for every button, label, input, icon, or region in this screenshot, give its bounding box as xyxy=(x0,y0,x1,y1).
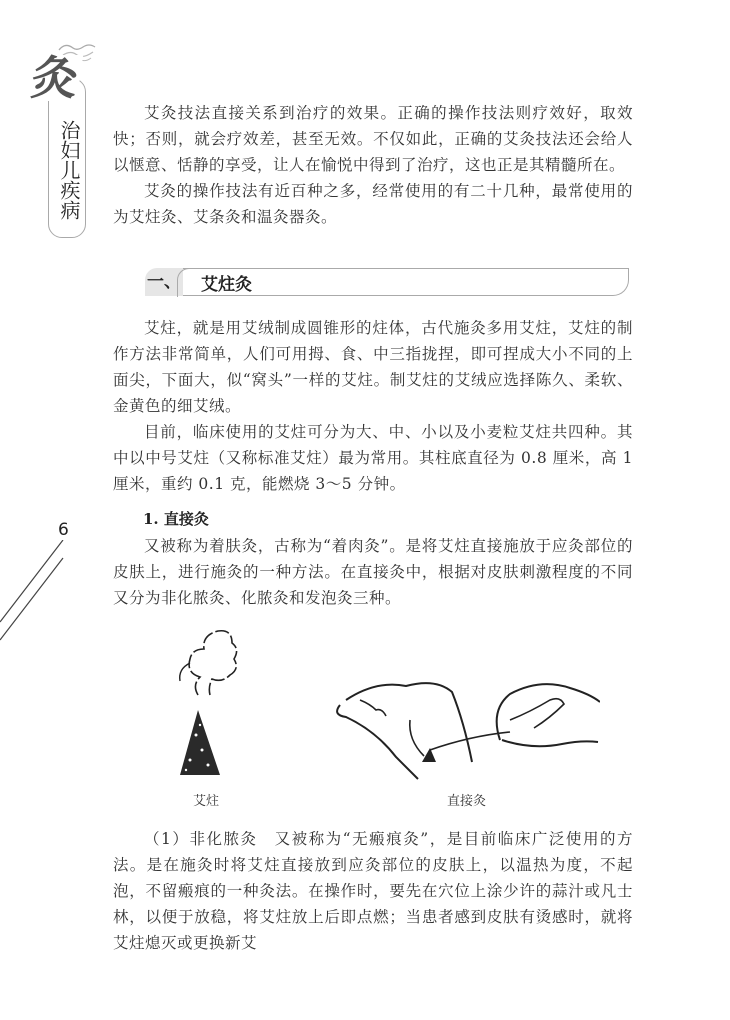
subsection-paragraph: 又被称为着肤灸，古称为“着肉灸”。是将艾炷直接施放于应灸部位的皮肤上，进行施灸的一种方法。在直接灸中，根据对皮肤刺激程度的不同又分为非化脓灸、化脓灸和发泡灸三种。 xyxy=(113,537,633,607)
section-paragraph-2: 目前，临床使用的艾炷可分为大、中、小以及小麦粒艾炷共四种。其中以中号艾炷（又称标准艾炷）最为常用。其柱底直径为 0.8 厘米，高 1 厘米，重约 0.1 克，能燃烧 3～5 分钟。 xyxy=(113,423,633,493)
moxa-cone-icon xyxy=(160,625,250,785)
subsection xyxy=(113,508,633,611)
page-number: 6 xyxy=(58,520,69,540)
running-title-text: 治妇儿疾病 xyxy=(57,120,81,220)
intro-text xyxy=(113,100,633,230)
running-title-big-char: 灸 xyxy=(28,51,82,105)
figure-caption-direct-moxibustion: 直接灸 xyxy=(447,794,487,809)
intro-paragraph-2: 艾灸的操作技法有近百种之多，经常使用的有二十几种，最常使用的为艾炷灸、艾条灸和温灸器灸。 xyxy=(113,182,633,226)
intro-paragraph-1: 艾灸技法直接关系到治疗的效果。正确的操作技法则疗效好，取效快；否则，就会疗效差，甚至无效。不仅如此，正确的艾灸技法还会给人以惬意、恬静的享受，让人在愉悦中得到了治疗，这也正是其精髓所在。 xyxy=(113,104,633,174)
final-paragraph: （1）非化脓灸 又被称为“无瘢痕灸”，是目前临床广泛使用的方法。是在施灸时将艾炷直接放到应灸部位的皮肤上，以温热为度，不起泡，不留瘢痕的一种灸法。在操作时，要先在穴位上涂少许的蒜汁或凡士林，以便于放稳，将艾炷放上后即点燃；当患者感到皮肤有烫感时，就将艾炷熄灭或更换新艾 xyxy=(113,830,633,952)
section-text xyxy=(113,315,633,497)
section-paragraph-1: 艾炷，就是用艾绒制成圆锥形的炷体，古代施灸多用艾炷，艾炷的制作方法非常简单，人们可用拇、食、中三指拢捏，即可捏成大小不同的上面尖，下面大，似“窝头”一样的艾炷。制艾炷的艾绒应选择陈久、柔软、金黄色的细艾绒。 xyxy=(113,319,633,415)
section-number: 一、 xyxy=(145,268,187,296)
figure-caption-moxa-cone: 艾炷 xyxy=(193,794,220,809)
hands-placing-moxa-icon xyxy=(330,670,600,780)
section-heading xyxy=(145,268,630,296)
subsection-title: 1. 直接灸 xyxy=(143,510,209,528)
section-title: 艾炷灸 xyxy=(201,275,252,295)
decorative-slash-lines-icon xyxy=(0,540,70,650)
final-text xyxy=(113,826,633,956)
section-title-box-curve xyxy=(177,268,190,297)
